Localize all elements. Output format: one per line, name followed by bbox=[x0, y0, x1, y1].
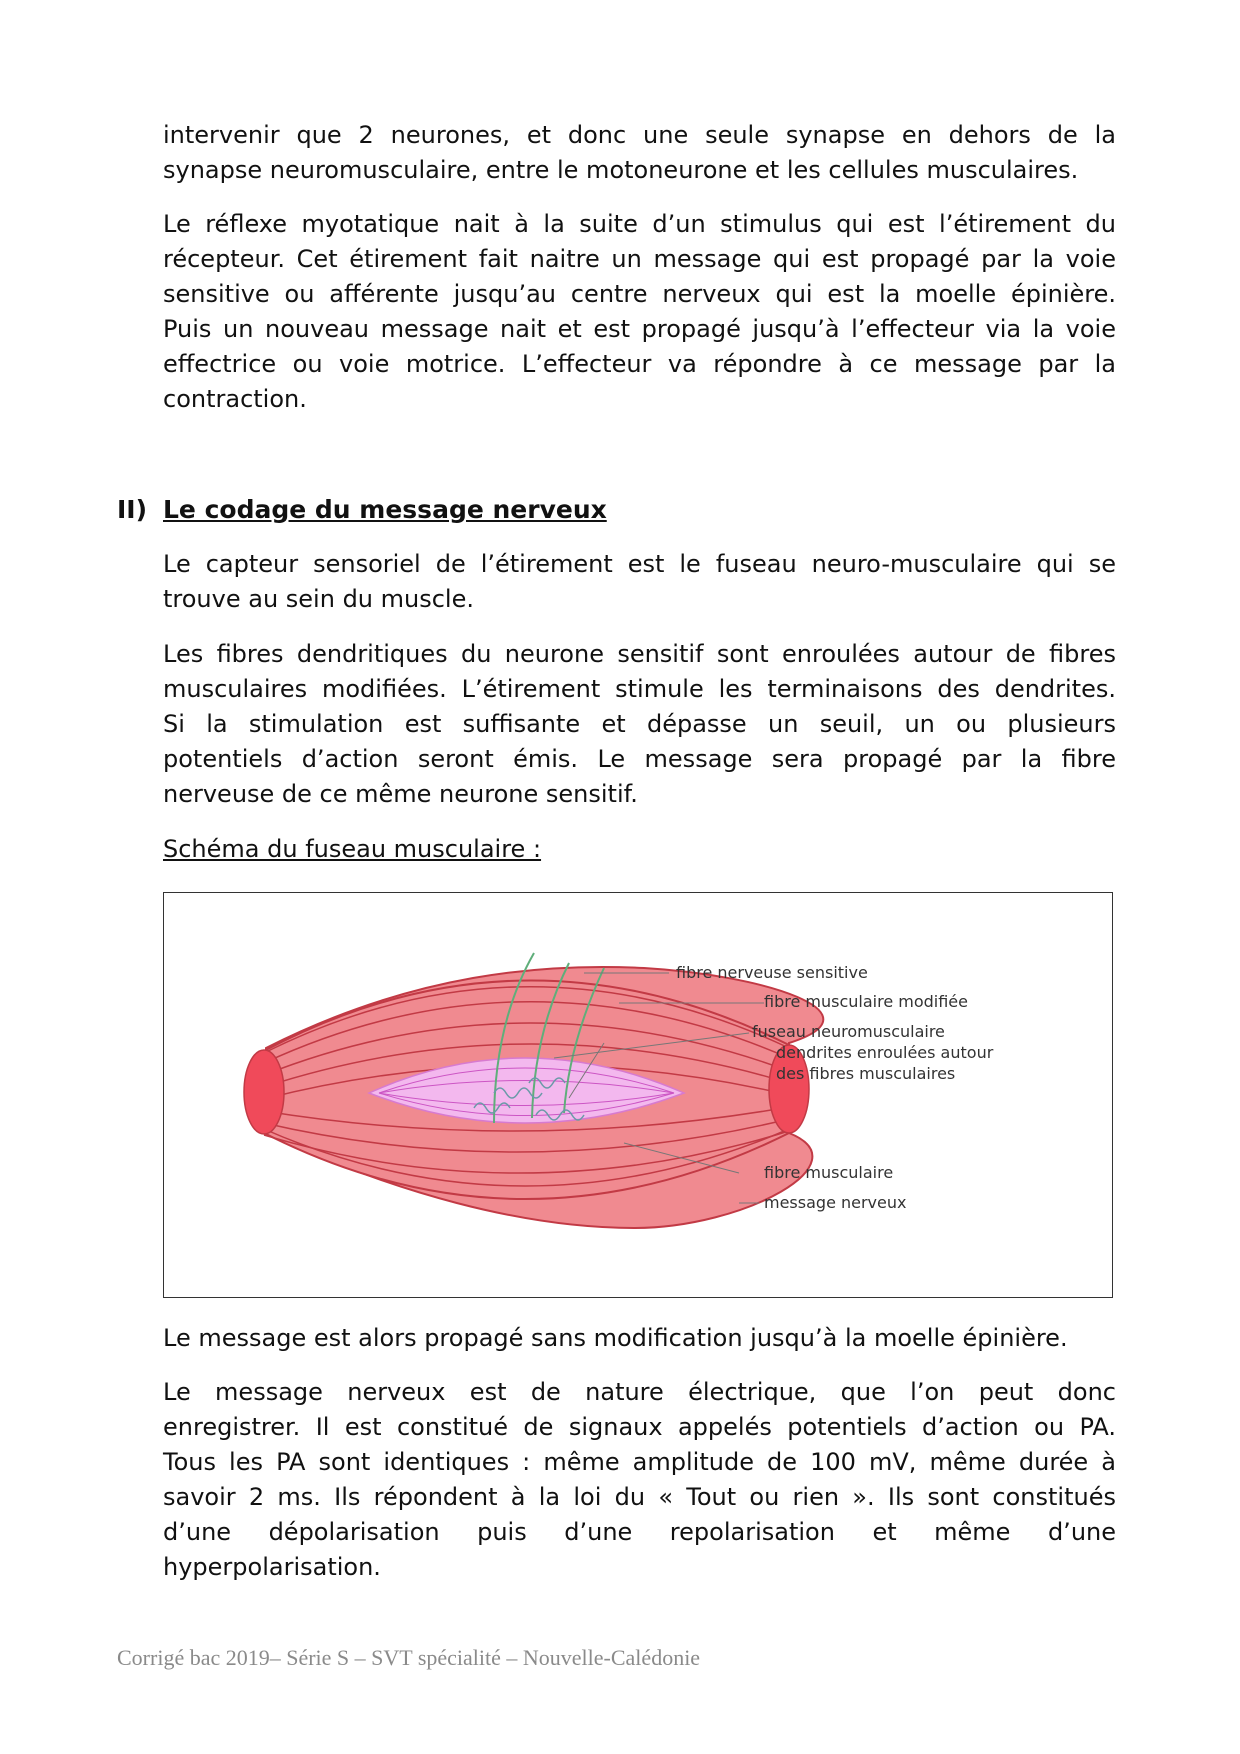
text-line: sensitive ou afférente jusqu’au centre nerveux qui est la moelle épinière. bbox=[163, 280, 1116, 308]
label-dendrites-line1: dendrites enroulées autour bbox=[776, 1043, 994, 1062]
schema-caption: Schéma du fuseau musculaire : bbox=[163, 835, 542, 863]
text-line: Si la stimulation est suffisante et dépasse un seuil, un ou plusieurs bbox=[163, 710, 1116, 738]
text-line: nerveuse de ce même neurone sensitif. bbox=[163, 780, 638, 808]
label-fibre-musculaire-modifiee: fibre musculaire modifiée bbox=[764, 992, 968, 1011]
label-message-nerveux: message nerveux bbox=[764, 1193, 907, 1212]
paragraph-2 bbox=[163, 207, 1116, 417]
text-line: récepteur. Cet étirement fait naitre un message qui est propagé par la voie bbox=[163, 245, 1116, 273]
section-number: II) bbox=[117, 495, 148, 524]
section-title: Le codage du message nerveux bbox=[163, 495, 607, 524]
tendon-left bbox=[244, 1050, 284, 1134]
paragraph-5 bbox=[163, 1321, 1116, 1356]
paragraph-1 bbox=[163, 118, 1116, 188]
muscle-spindle-diagram bbox=[164, 893, 1114, 1299]
text-line: potentiels d’action seront émis. Le message sera propagé par la fibre bbox=[163, 745, 1116, 773]
text-line: d’une dépolarisation puis d’une repolarisation et même d’une bbox=[163, 1518, 1116, 1546]
paragraph-4 bbox=[163, 637, 1116, 812]
text-line: Tous les PA sont identiques : même amplitude de 100 mV, même durée à bbox=[163, 1448, 1116, 1476]
label-fibre-nerveuse-sensitive: fibre nerveuse sensitive bbox=[676, 963, 868, 982]
text-line: Les fibres dendritiques du neurone sensitif sont enroulées autour de fibres bbox=[163, 640, 1116, 668]
page-footer: Corrigé bac 2019– Série S – SVT spécialité – Nouvelle-Calédonie bbox=[117, 1645, 701, 1670]
text-line: musculaires modifiées. L’étirement stimule les terminaisons des dendrites. bbox=[163, 675, 1116, 703]
text-line: Le réflexe myotatique nait à la suite d’un stimulus qui est l’étirement du bbox=[163, 210, 1116, 238]
text-line: intervenir que 2 neurones, et donc une seule synapse en dehors de la bbox=[163, 121, 1116, 149]
paragraph-3 bbox=[163, 547, 1116, 617]
label-fuseau-neuromusculaire: fuseau neuromusculaire bbox=[752, 1022, 945, 1041]
text-line: synapse neuromusculaire, entre le motoneurone et les cellules musculaires. bbox=[163, 156, 1079, 184]
text-line: Le message nerveux est de nature électrique, que l’on peut donc bbox=[163, 1378, 1116, 1406]
text-line: savoir 2 ms. Ils répondent à la loi du « Tout ou rien ». Ils sont constitués bbox=[163, 1483, 1116, 1511]
text-line: enregistrer. Il est constitué de signaux appelés potentiels d’action ou PA. bbox=[163, 1413, 1116, 1441]
section-heading bbox=[117, 494, 607, 526]
text-line: effectrice ou voie motrice. L’effecteur va répondre à ce message par la bbox=[163, 350, 1116, 378]
text-line: trouve au sein du muscle. bbox=[163, 585, 474, 613]
text-line: hyperpolarisation. bbox=[163, 1553, 381, 1581]
paragraph-6 bbox=[163, 1375, 1116, 1585]
text-line: Le capteur sensoriel de l’étirement est le fuseau neuro-musculaire qui se bbox=[163, 550, 1116, 578]
label-dendrites-line2: des fibres musculaires bbox=[776, 1064, 956, 1083]
muscle-spindle-figure bbox=[163, 892, 1113, 1298]
label-fibre-musculaire: fibre musculaire bbox=[764, 1163, 894, 1182]
text-line: Le message est alors propagé sans modification jusqu’à la moelle épinière. bbox=[163, 1324, 1068, 1352]
text-line: Puis un nouveau message nait et est propagé jusqu’à l’effecteur via la voie bbox=[163, 315, 1116, 343]
text-line: contraction. bbox=[163, 385, 307, 413]
